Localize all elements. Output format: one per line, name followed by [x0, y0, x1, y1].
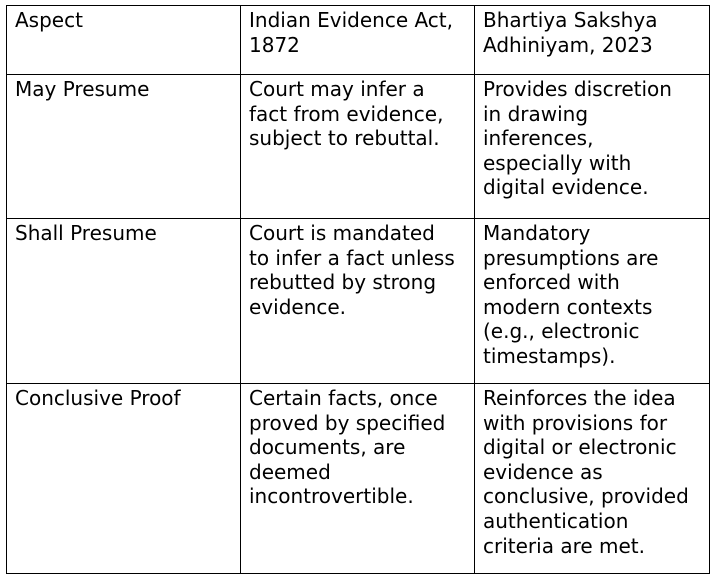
- header-indian-evidence-act: Indian Evidence Act, 1872: [241, 6, 475, 75]
- row-iea-cell: Court is mandated to infer a fact unless rebutted by strong evidence.: [241, 219, 475, 384]
- table-row: [7, 75, 710, 219]
- row-bsa-cell: Reinforces the idea with provisions for digital or electronic evidence as conclusive, provided authentication criteria are met.: [475, 384, 710, 574]
- row-iea-cell: Court may infer a fact from evidence, subject to rebuttal.: [241, 75, 475, 219]
- row-aspect-cell: Shall Presume: [7, 219, 241, 384]
- row-bsa-cell: Mandatory presumptions are enforced with modern contexts (e.g., electronic timestamps).: [475, 219, 710, 384]
- row-bsa-cell: Provides discretion in drawing inferences, especially with digital evidence.: [475, 75, 710, 219]
- row-aspect-cell: May Presume: [7, 75, 241, 219]
- header-aspect: Aspect: [7, 6, 241, 75]
- header-bhartiya-sakshya-adhiniyam: Bhartiya Sakshya Adhiniyam, 2023: [475, 6, 710, 75]
- table-header-row: [7, 6, 710, 75]
- table-row: [7, 219, 710, 384]
- comparison-table: [6, 5, 710, 574]
- table-row: [7, 384, 710, 574]
- row-iea-cell: Certain facts, once proved by specified documents, are deemed incontrovertible.: [241, 384, 475, 574]
- row-aspect-cell: Conclusive Proof: [7, 384, 241, 574]
